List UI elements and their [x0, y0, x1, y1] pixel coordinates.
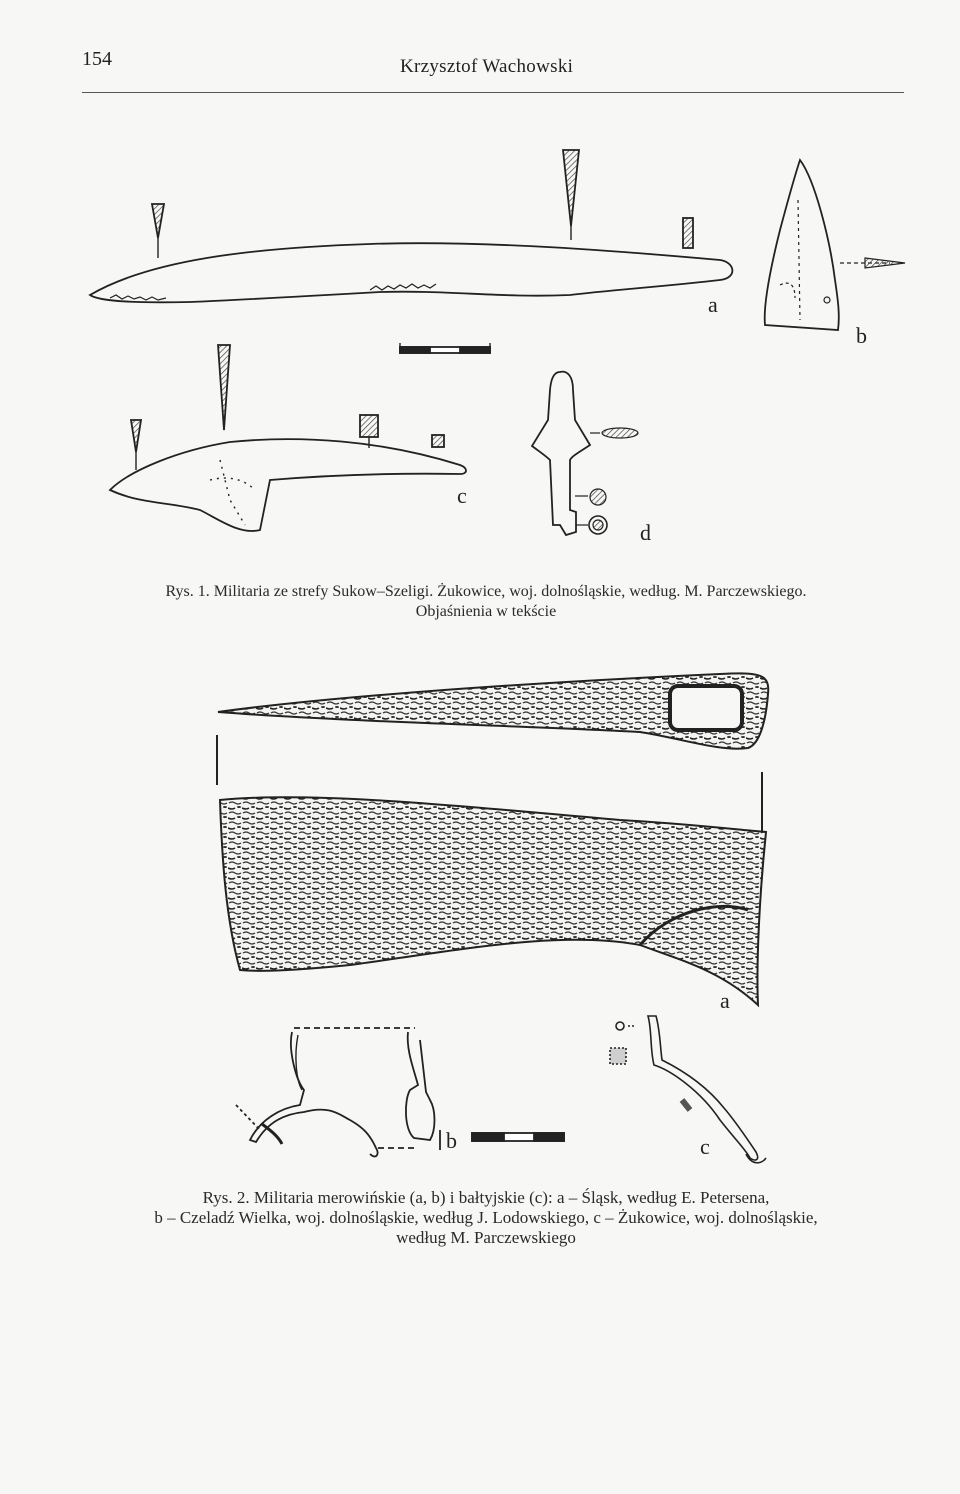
figure-1-caption [80, 582, 892, 622]
page-number: 154 [82, 48, 112, 70]
figure-2 [200, 660, 800, 1170]
figure-2-label-b: b [446, 1128, 457, 1153]
figure-1 [70, 140, 910, 570]
figure-1-label-d: d [640, 520, 651, 545]
axe-a-side-view [220, 797, 766, 1005]
figure-2-label-a: a [720, 988, 730, 1013]
figure-2-caption-line-1: Rys. 2. Militaria merowińskie (a, b) i bałtyjskie (c): a – Śląsk, według E. Petersena, [202, 1188, 770, 1207]
figure-1-caption-line-1: Rys. 1. Militaria ze strefy Sukow–Szeligi. Żukowice, woj. dolnośląskie, według. M. Parczewskiego. [165, 583, 807, 600]
figure-1-label-c: c [457, 483, 467, 508]
spearhead-b-outline [765, 160, 839, 330]
object-c-drawing [610, 1016, 766, 1163]
figure-2-label-c: c [700, 1134, 710, 1159]
knife-a-outline [90, 243, 732, 302]
running-title: Krzysztof Wachowski [400, 56, 574, 77]
object-b-drawing [236, 1028, 564, 1156]
figure-1-caption-line-2: Objaśnienia w tekście [415, 603, 557, 620]
figure-1-label-a: a [708, 292, 718, 317]
figure-2-drawing [200, 660, 800, 1170]
page-header [82, 40, 904, 93]
arrowhead-d-outline [532, 372, 590, 535]
figure-1-label-b: b [856, 323, 867, 348]
figure-2-caption-line-3: według M. Parczewskiego [396, 1228, 576, 1247]
knife-c-outline [110, 439, 466, 531]
figure-1-drawing [70, 140, 910, 570]
figure-2-caption-line-2: b – Czeladź Wielka, woj. dolnośląskie, według J. Lodowskiego, c – Żukowice, woj. dolnośląskie, [154, 1208, 818, 1227]
figure-2-caption [80, 1188, 892, 1248]
